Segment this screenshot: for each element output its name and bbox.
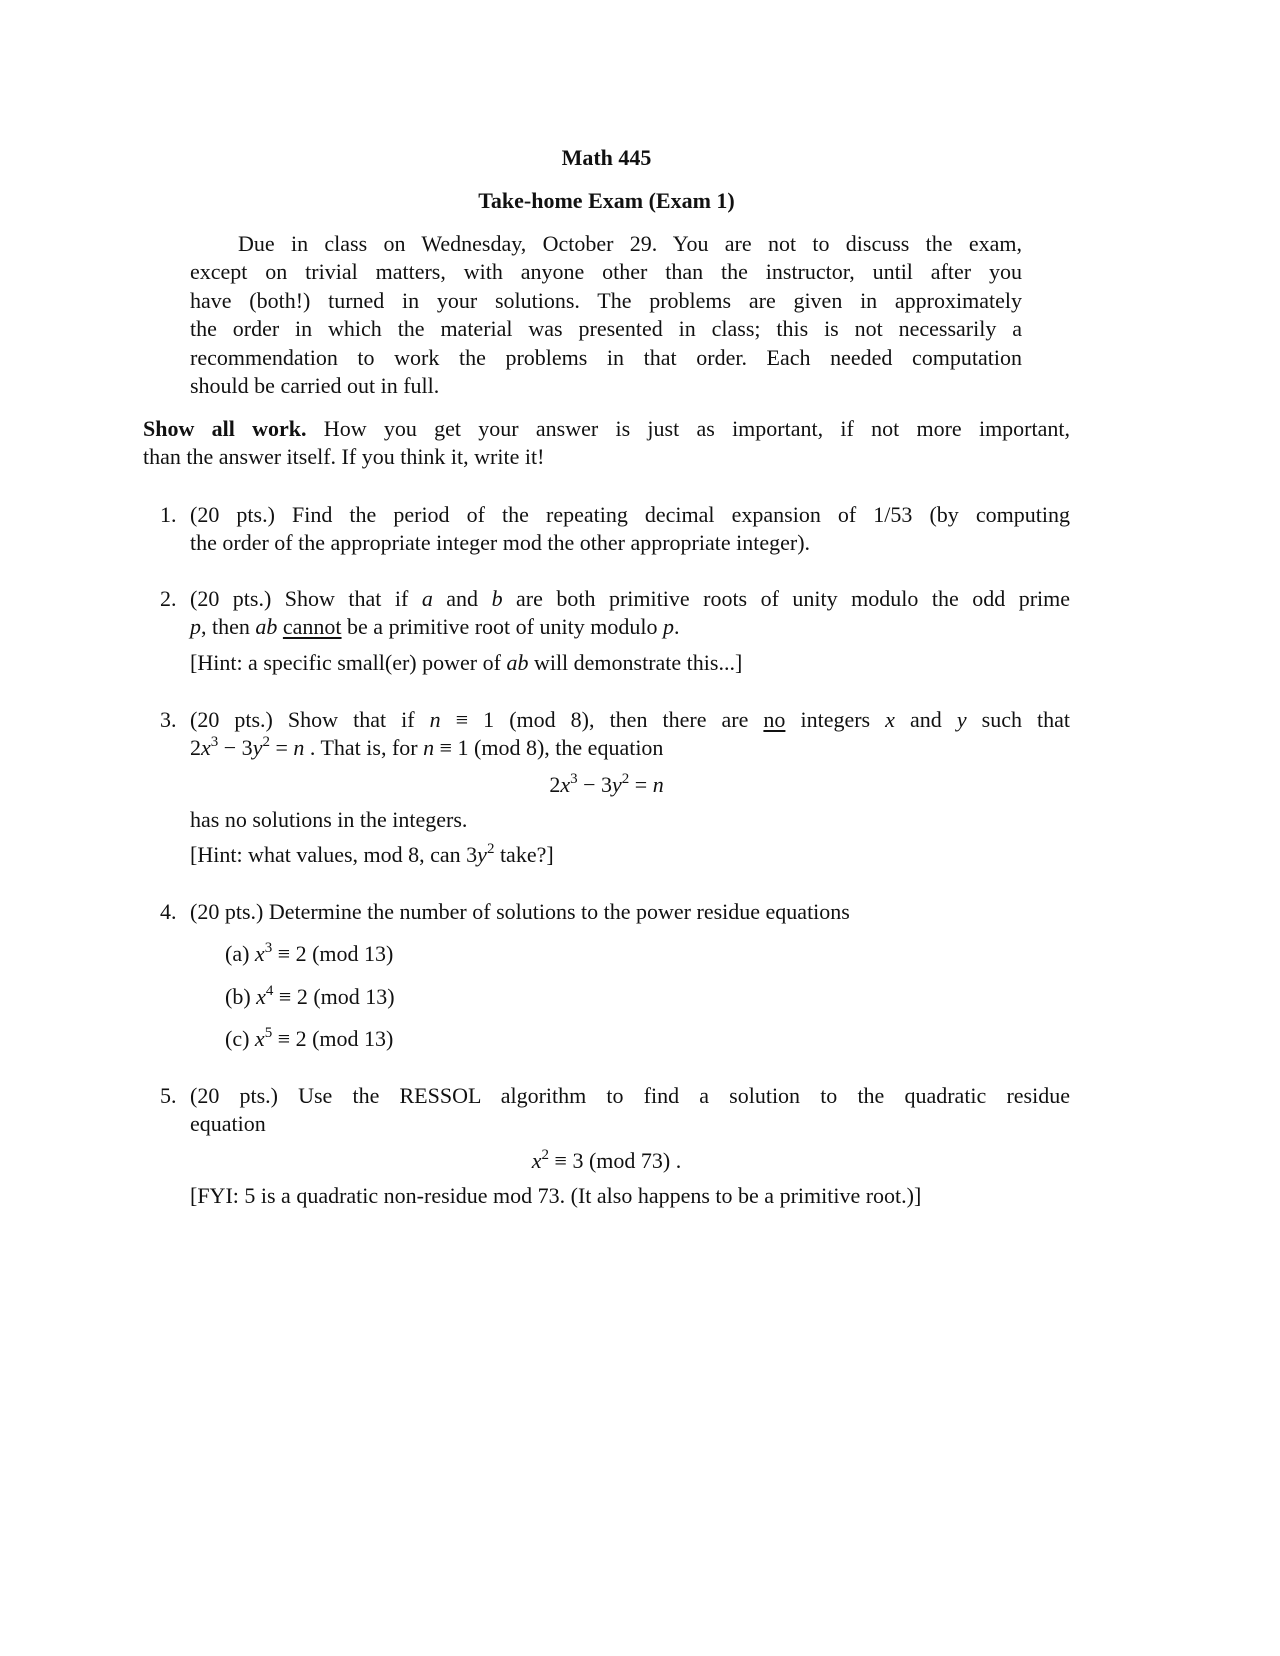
text-segment: (20 pts.) Show that if: [190, 707, 430, 732]
math-variable: n: [423, 735, 435, 761]
superscript: 2: [262, 734, 270, 751]
show-all-work-text: How you get your answer is just as important, if not more important,: [306, 416, 1070, 441]
text-segment: ≡ 2 (mod 13): [273, 984, 395, 1009]
math-variable: n: [293, 735, 305, 761]
problem-3-display-equation: [143, 771, 1070, 799]
text-segment: . That is, for: [304, 735, 424, 761]
text-segment: has no solutions in the integers.: [190, 807, 468, 832]
problem-line: [190, 1110, 1070, 1138]
intro-line: except on trivial matters, with anyone other than the instructor, until after you: [190, 259, 1022, 285]
problem-line: [190, 706, 1070, 734]
superscript: 2: [621, 771, 630, 787]
text-segment: ≡ 3 (mod 73) .: [549, 1148, 682, 1173]
problem-4-part-c: [225, 1025, 393, 1053]
math-variable: y: [252, 735, 263, 761]
problem-line: [190, 734, 1070, 762]
math-variable: p: [662, 614, 674, 640]
math-variable: b: [491, 586, 503, 611]
text-segment: equation: [190, 1111, 266, 1137]
text-segment: ≡ 2 (mod 13): [272, 941, 394, 966]
problem-number: 2.: [160, 586, 177, 611]
superscript: 2: [541, 1147, 550, 1163]
text-segment: the order of the appropriate integer mod the other appropriate integer).: [190, 530, 811, 556]
text-segment: and: [894, 707, 957, 732]
problem-hint: [190, 841, 554, 869]
text-segment: ≡ 2 (mod 13): [272, 1026, 394, 1051]
show-all-work-paragraph: [143, 415, 1070, 472]
problem-number: 1.: [160, 502, 177, 527]
math-variable: x: [531, 1148, 542, 1173]
text-segment: and: [432, 586, 492, 611]
math-variable: y: [956, 707, 967, 732]
text-segment: (20 pts.) Use the RESSOL algorithm to find a solution to the quadratic residue: [190, 1083, 1070, 1108]
intro-paragraph: [190, 230, 1022, 400]
problem-3-conclusion: [190, 806, 467, 834]
problem-line: [190, 898, 1070, 926]
intro-line: the order in which the material was presented in class; this is not necessarily a: [190, 316, 1022, 342]
text-segment: (b): [225, 984, 257, 1009]
math-variable: x: [256, 984, 266, 1009]
text-segment: ≡ 1 (mod 8), the equation: [434, 735, 664, 761]
problem-number: 4.: [160, 899, 177, 924]
problem-4-part-a: [225, 940, 393, 968]
text-segment: [Hint: what values, mod 8, can 3: [190, 842, 478, 867]
text-segment: integers: [785, 707, 886, 732]
superscript: 2: [486, 841, 495, 857]
problem-line: [190, 529, 1070, 557]
math-variable: x: [254, 941, 265, 966]
math-variable: ab: [506, 649, 529, 675]
problem-line: [190, 585, 1070, 613]
math-variable: x: [560, 772, 571, 797]
math-variable: n: [429, 707, 441, 732]
intro-line: have (both!) turned in your solutions. The problems are given in approximately: [190, 287, 1022, 313]
math-variable: x: [254, 1026, 265, 1051]
show-all-work-line: [143, 415, 1070, 443]
text-segment: are both primitive roots of unity modulo the odd prime: [502, 586, 1071, 611]
problem-number: 5.: [160, 1083, 177, 1108]
math-variable: x: [201, 735, 211, 761]
text-segment: [Hint: a specific small(er) power of: [190, 649, 507, 675]
math-variable: y: [477, 842, 487, 867]
text-segment: (20 pts.) Show that if: [190, 586, 422, 611]
page-subtitle: Take-home Exam (Exam 1): [478, 188, 735, 213]
text-segment: 2: [190, 735, 201, 761]
intro-line: recommendation to work the problems in that order. Each needed computation: [190, 344, 1022, 370]
superscript: 3: [570, 771, 578, 787]
text-segment: , then: [201, 614, 256, 640]
text-segment: − 3: [577, 772, 612, 797]
intro-line: should be carried out in full.: [190, 373, 440, 399]
text-segment: (20 pts.) Determine the number of solutions to the power residue equations: [190, 899, 850, 924]
text-segment: =: [629, 772, 653, 797]
problem-line: [190, 1082, 1070, 1110]
text-segment: [FYI: 5 is a quadratic non-residue mod 73. (It also happens to be a primitive root.)]: [190, 1183, 922, 1208]
text-segment: (20 pts.) Find the period of the repeating decimal expansion of 1/53 (by computing: [190, 502, 1070, 527]
math-variable: y: [612, 772, 622, 797]
page-title: Math 445: [561, 145, 652, 170]
text-segment: .: [673, 614, 680, 640]
problem-line: [190, 613, 1070, 641]
text-segment: 2: [549, 772, 561, 797]
superscript: 3: [264, 940, 273, 956]
text-segment: − 3: [218, 735, 253, 761]
text-segment: will demonstrate this...]: [528, 649, 743, 675]
show-all-work-line: than the answer itself. If you think it, write it!: [143, 444, 545, 470]
text-segment: take?]: [494, 842, 554, 867]
math-variable: ab: [255, 614, 278, 640]
text-segment: (a): [225, 941, 255, 966]
superscript: 5: [264, 1025, 273, 1041]
problem-hint: [190, 649, 1070, 677]
math-variable: n: [652, 772, 664, 797]
problem-hint: [190, 1182, 921, 1210]
text-segment: be a primitive root of unity modulo: [341, 614, 663, 640]
text-segment: (c): [225, 1026, 255, 1051]
underlined-text: cannot: [282, 614, 342, 640]
intro-line: Due in class on Wednesday, October 29. You are not to discuss the exam,: [238, 231, 1022, 256]
problem-4-part-b: [225, 983, 395, 1011]
math-variable: x: [885, 707, 895, 732]
problem-number: 3.: [160, 707, 177, 732]
text-segment: such that: [966, 707, 1070, 732]
show-all-work-bold: Show all work.: [143, 416, 307, 441]
math-variable: p: [190, 614, 201, 640]
superscript: 4: [265, 983, 274, 999]
underlined-text: no: [763, 707, 786, 732]
text-segment: ≡ 1 (mod 8), then there are: [440, 707, 764, 732]
problem-line: [190, 501, 1070, 529]
problem-5-display-equation: [143, 1147, 1070, 1175]
text-segment: =: [269, 735, 294, 761]
math-variable: a: [421, 586, 433, 611]
superscript: 3: [210, 734, 219, 751]
